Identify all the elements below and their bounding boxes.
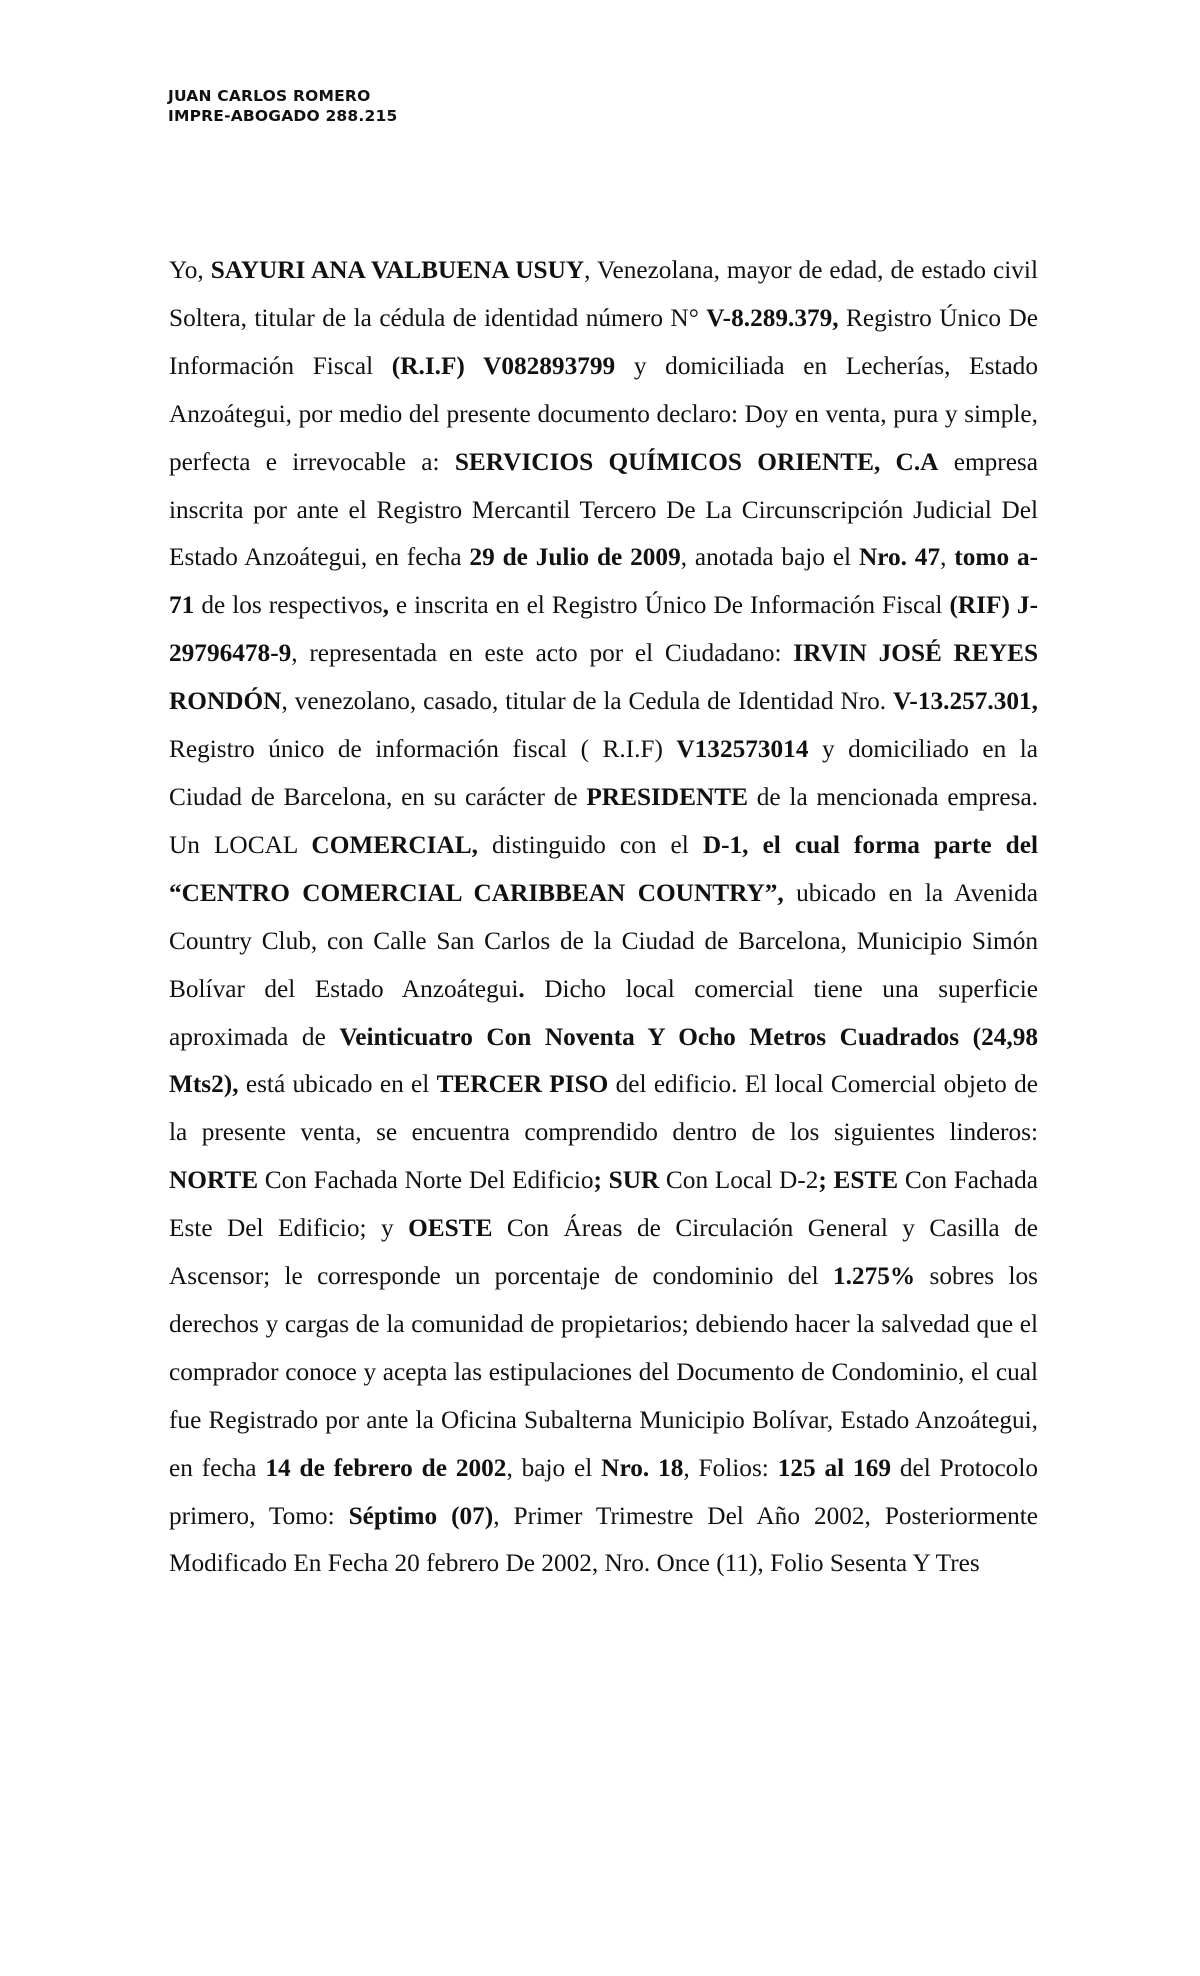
text-run: Dicho local comercial tiene una superficie aproximada de: [169, 974, 1038, 1051]
text-run: Con Áreas de Circulación General y Casilla de Ascensor; le corresponde un porcentaje de condominio del: [169, 1214, 1038, 1291]
bold-text-run: tomo a-71: [169, 543, 1039, 620]
text-run: Registro Único De Información Fiscal: [169, 303, 1039, 380]
bold-text-run: 29 de Julio de 2009: [469, 543, 681, 572]
text-run: del Protocolo primero, Tomo:: [169, 1453, 1039, 1530]
text-run: ubicado en la Avenida Country Club, con Calle San Carlos de la Ciudad de Barcelona, Municipio Simón Bolívar del Estado Anzoátegui: [169, 878, 1038, 1003]
bold-text-run: Veinticuatro Con Noventa Y Ocho Metros Cuadrados (24,98 Mts2),: [169, 1022, 1039, 1099]
lawyer-credential: IMPRE-ABOGADO 288.215: [168, 107, 398, 125]
text-run: empresa inscrita por ante el Registro Mercantil Tercero De La Circunscripción Judicial Del Estado Anzoátegui, en fecha: [169, 447, 1038, 572]
text-run: Con Fachada Este Del Edificio; y: [169, 1166, 1038, 1243]
bold-text-run: Nro. 47: [858, 543, 941, 572]
declaration-paragraph: [169, 247, 1038, 1588]
letterhead: [168, 86, 397, 126]
text-run: , venezolano, casado, titular de la Cedula de Identidad Nro.: [281, 687, 894, 716]
text-run: del edificio. El local Comercial objeto de la presente venta, se encuentra comprendido dentro de los siguientes linderos:: [169, 1070, 1038, 1147]
bold-text-run: ,: [382, 591, 389, 620]
text-run: Yo,: [169, 256, 211, 284]
bold-text-run: SAYURI ANA VALBUENA USUY: [210, 256, 585, 284]
text-run: e inscrita en el Registro Único De Información Fiscal: [388, 591, 950, 620]
bold-text-run: .: [518, 974, 525, 1003]
bold-text-run: IRVIN JOSÉ REYES RONDÓN: [169, 639, 1039, 716]
text-run: está ubicado en el: [238, 1070, 437, 1099]
bold-text-run: 14 de febrero de 2002: [265, 1453, 507, 1482]
bold-text-run: SERVICIOS QUÍMICOS ORIENTE, C.A: [454, 447, 939, 476]
text-run: y domiciliada en Lecherías, Estado Anzoátegui, por medio del presente documento declaro: Doy en venta, pura y simple, perfecta e irrevocable a:: [169, 351, 1038, 476]
text-run: , Folios:: [683, 1453, 778, 1482]
bold-text-run: V132573014: [676, 735, 809, 764]
bold-text-run: NORTE: [169, 1166, 259, 1195]
bold-text-run: D-1, el cual forma parte del “CENTRO COMERCIAL CARIBBEAN COUNTRY”,: [169, 830, 1038, 907]
text-run: y domiciliado en la Ciudad de Barcelona, en su carácter de: [169, 735, 1038, 811]
text-run: de los respectivos: [194, 591, 383, 620]
text-run: distinguido con el: [477, 830, 703, 859]
bold-text-run: (RIF) J-29796478-9: [169, 591, 1038, 668]
lawyer-name: JUAN CARLOS ROMERO: [168, 87, 371, 105]
bold-text-run: Nro. 18: [601, 1453, 684, 1482]
bold-text-run: TERCER PISO: [436, 1070, 609, 1099]
text-run: sobres los derechos y cargas de la comunidad de propietarios; debiendo hacer la salvedad que el comprador conoce y acepta las estipulaciones del Documento de Condominio, el cual fue Registrado por ante la Oficina Subalterna Municipio Bolívar, Estado Anzoátegui, en fecha: [169, 1262, 1038, 1482]
text-run: , bajo el: [506, 1453, 602, 1482]
bold-text-run: Séptimo (07): [348, 1501, 494, 1530]
text-run: ,: [940, 543, 955, 572]
text-run: Registro único de información fiscal ( R.I.F): [169, 735, 677, 764]
bold-text-run: 125 al 169: [777, 1453, 891, 1482]
text-run: , anotada bajo el: [680, 543, 859, 572]
bold-text-run: V-8.289.379,: [706, 303, 839, 332]
text-run: , Primer Trimestre Del Año 2002, Posteriormente Modificado En Fecha 20 febrero De 2002, Nro. Once (11), Folio Sesenta Y Tres: [169, 1501, 1038, 1578]
bold-text-run: COMERCIAL,: [311, 830, 478, 859]
text-run: Con Fachada Norte Del Edificio: [258, 1166, 594, 1195]
text-run: , representada en este acto por el Ciudadano:: [291, 639, 794, 668]
bold-text-run: ; ESTE: [818, 1166, 899, 1195]
bold-text-run: (R.I.F) V082893799: [391, 351, 616, 380]
text-run: de la mencionada empresa. Un LOCAL: [169, 782, 1038, 859]
text-run: , Venezolana, mayor de edad, de estado civil Soltera, titular de la cédula de identidad número N°: [169, 256, 1038, 332]
text-run: Con Local D-2: [659, 1166, 819, 1195]
bold-text-run: 1.275%: [832, 1262, 916, 1291]
bold-text-run: ; SUR: [593, 1166, 660, 1195]
bold-text-run: PRESIDENTE: [586, 782, 749, 811]
bold-text-run: OESTE: [408, 1214, 493, 1243]
bold-text-run: V-13.257.301,: [893, 687, 1038, 716]
